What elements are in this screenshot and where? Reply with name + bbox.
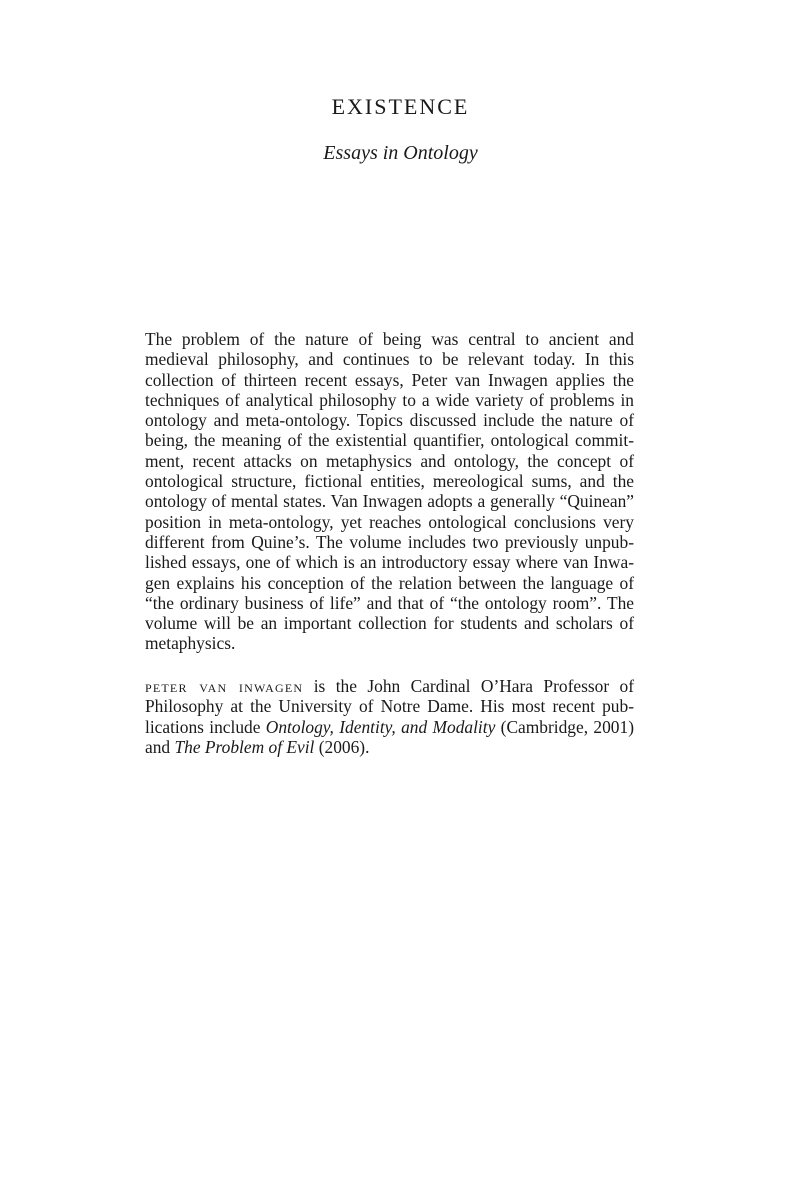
book-ref-1: Ontology, Identity, and Modality xyxy=(265,716,496,737)
author-bio xyxy=(145,676,634,757)
book-ref-2: The Problem of Evil xyxy=(174,736,315,757)
author-name: peter van inwagen xyxy=(145,676,304,696)
book-description xyxy=(145,329,634,654)
bio-text-1: is the John Cardinal O’Hara Professor of Philosophy at the University of Notre Dame. His most recent publications include xyxy=(145,676,634,737)
description-paragraph: The problem of the nature of being was central to ancient and medieval philosophy, and continues to be relevant today. In this collection of thirteen recent essays, Peter van Inwagen applies the techniques of analytical philosophy to a wide variety of problems in ontology and meta-ontology. Topics discussed include the nature of being, the meaning of the existential quantifier, ontological commitment, recent attacks on metaphysics and ontology, the concept of ontological structure, fictional entities, mereological sums, and the ontology of mental states. Van Inwagen adopts a generally “Quinean” position in meta-ontology, yet reaches ontological conclusions very different from Quine’s. The volume includes two previously unpublished essays, one of which is an introductory essay where van Inwagen explains his conception of the relation between the language of “the ordinary business of life” and that of “the ontology room”. The volume will be an important collection for students and scholars of metaphysics. xyxy=(145,329,634,654)
book-title: EXISTENCE xyxy=(331,94,470,119)
book-subtitle: Essays in Ontology xyxy=(323,142,478,164)
bio-text-2: (Cambridge, 2001) and xyxy=(145,716,634,757)
bio-paragraph xyxy=(145,676,634,757)
bio-text-3: (2006). xyxy=(314,736,370,757)
